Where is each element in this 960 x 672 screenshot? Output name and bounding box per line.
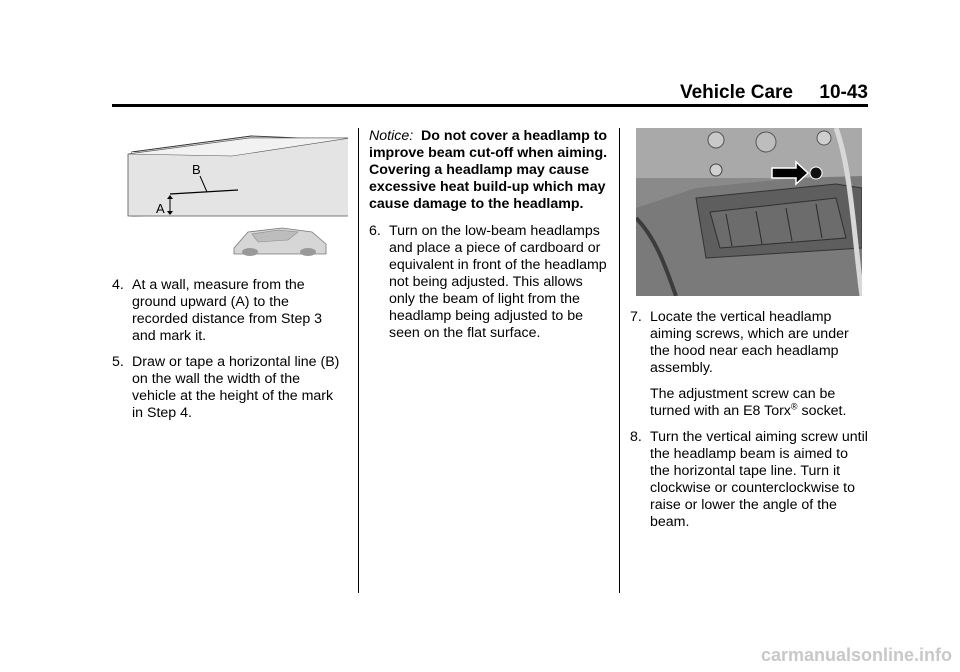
note-text: The adjustment screw can be turned with an E8 Torx bbox=[650, 386, 836, 419]
torx-note bbox=[630, 386, 868, 420]
step-text: Turn on the low-beam headlamps and place a piece of cardboard or equivalent in front of the headlamp not being adjusted. This allows only the beam of light from the headlamp being adjusted to be seen on the flat surface. bbox=[389, 223, 607, 341]
notice-block bbox=[369, 128, 609, 213]
column-left bbox=[112, 128, 348, 431]
step-number: 4. bbox=[112, 277, 124, 293]
label-a: A bbox=[156, 201, 165, 216]
step-text: Turn the vertical aiming screw until the headlamp beam is aimed to the horizontal tape line. Turn it clockwise or counterclockwise to raise or lower the angle of the beam. bbox=[650, 429, 868, 530]
step-6 bbox=[369, 223, 609, 342]
step-5 bbox=[112, 354, 348, 422]
headlamp-screw-photo bbox=[636, 128, 868, 296]
note-text-end: socket. bbox=[797, 403, 847, 419]
label-b: B bbox=[192, 162, 201, 177]
column-divider bbox=[619, 128, 620, 593]
step-number: 5. bbox=[112, 354, 124, 370]
aiming-screw-icon bbox=[810, 167, 822, 179]
step-number: 7. bbox=[630, 309, 642, 325]
wall-measurement-illustration bbox=[112, 128, 348, 264]
page-header bbox=[112, 82, 868, 107]
page-title: Vehicle Care 10-43 bbox=[679, 82, 868, 103]
notice-label: Notice: bbox=[369, 128, 414, 144]
step-text: At a wall, measure from the ground upward (A) to the recorded distance from Step 3 and mark it. bbox=[132, 277, 323, 344]
step-text: Locate the vertical headlamp aiming screws, which are under the hood near each headlamp assembly. bbox=[650, 309, 849, 376]
registered-mark: ® bbox=[790, 401, 798, 412]
column-middle bbox=[369, 128, 609, 351]
step-4 bbox=[112, 277, 348, 345]
column-divider bbox=[358, 128, 359, 593]
step-number: 6. bbox=[369, 223, 381, 239]
notice-text: Do not cover a headlamp to improve beam cut-off when aiming. Covering a headlamp may cause excessive heat build-up which may cause damage to the headlamp. bbox=[369, 128, 608, 212]
watermark: carmanualsonline.info bbox=[760, 645, 952, 665]
column-right bbox=[630, 128, 868, 540]
car-icon bbox=[234, 228, 326, 256]
step-8 bbox=[630, 429, 868, 531]
step-text: Draw or tape a horizontal line (B) on the wall the width of the vehicle at the height of the mark in Step 4. bbox=[132, 354, 340, 421]
step-7 bbox=[630, 309, 868, 377]
step-number: 8. bbox=[630, 429, 642, 445]
